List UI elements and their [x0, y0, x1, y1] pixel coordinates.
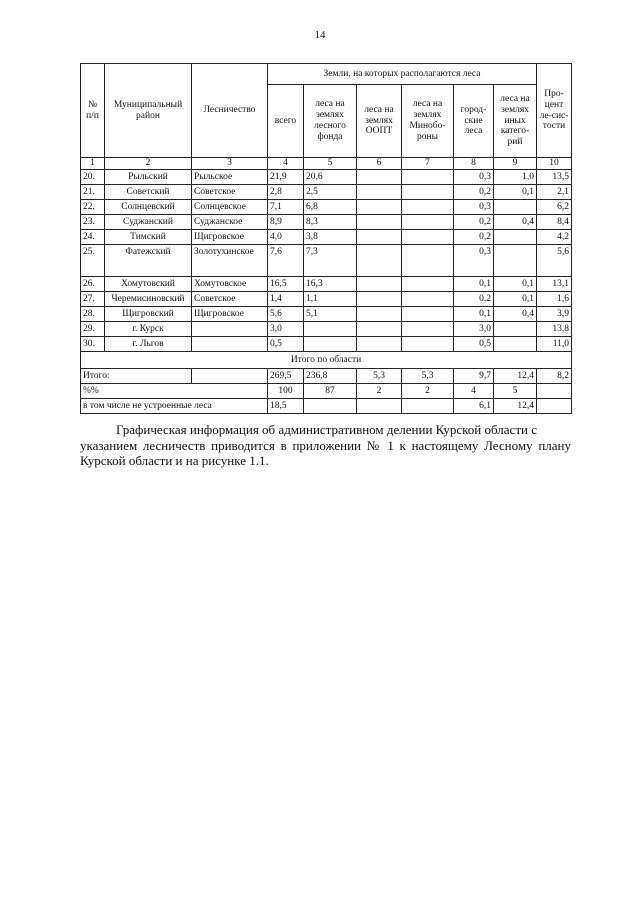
cell-forest-fund: 16,3	[304, 277, 357, 292]
cell-district: Тимский	[105, 230, 192, 245]
cell-oopt	[357, 399, 402, 414]
cell-num: 26.	[81, 277, 105, 292]
total-label: Итого:	[81, 369, 192, 384]
cell-forestry	[192, 369, 268, 384]
cell-forestry: Щигровское	[192, 307, 268, 322]
cell-percent	[537, 399, 572, 414]
cell-other: 0,1	[494, 277, 537, 292]
cell-district: Солнцевский	[105, 200, 192, 215]
cell-forest-fund: 7,3	[304, 245, 357, 277]
cell-other: 5	[494, 384, 537, 399]
cell-forest-fund: 2,5	[304, 185, 357, 200]
cell-oopt: 5,3	[357, 369, 402, 384]
cell-forest-fund: 5,1	[304, 307, 357, 322]
cell-total: 269,5	[268, 369, 304, 384]
cell-other	[494, 322, 537, 337]
cell-oopt	[357, 292, 402, 307]
cell-defense	[402, 245, 454, 277]
col-number: 5	[304, 158, 357, 170]
cell-forest-fund: 8,3	[304, 215, 357, 230]
cell-oopt	[357, 337, 402, 352]
cell-other: 0,4	[494, 215, 537, 230]
cell-num: 22.	[81, 200, 105, 215]
cell-percent: 5,6	[537, 245, 572, 277]
cell-defense	[402, 200, 454, 215]
header-total: всего	[268, 85, 304, 158]
cell-total: 8,9	[268, 215, 304, 230]
cell-percent: 3,9	[537, 307, 572, 322]
cell-other	[494, 230, 537, 245]
col-number: 3	[192, 158, 268, 170]
unmanaged-forests-row	[81, 399, 572, 414]
cell-num: 24.	[81, 230, 105, 245]
cell-forestry: Солнцевское	[192, 200, 268, 215]
header-forestry: Лесничество	[192, 64, 268, 158]
cell-percent: 13,5	[537, 170, 572, 185]
cell-defense	[402, 307, 454, 322]
cell-urban: 4	[454, 384, 494, 399]
cell-forest-fund	[304, 322, 357, 337]
table-row	[81, 245, 572, 277]
cell-forestry	[192, 322, 268, 337]
header-urban: город-ские леса	[454, 85, 494, 158]
cell-percent: 2,1	[537, 185, 572, 200]
cell-other: 0,1	[494, 185, 537, 200]
cell-forestry	[192, 337, 268, 352]
cell-forest-fund: 20,6	[304, 170, 357, 185]
col-number: 8	[454, 158, 494, 170]
cell-forest-fund	[304, 337, 357, 352]
cell-urban: 6,1	[454, 399, 494, 414]
cell-defense	[402, 277, 454, 292]
percent-row	[81, 384, 572, 399]
cell-forestry: Рыльское	[192, 170, 268, 185]
cell-district: г. Льгов	[105, 337, 192, 352]
cell-defense	[402, 170, 454, 185]
cell-urban: 3,0	[454, 322, 494, 337]
cell-forest-fund: 236,8	[304, 369, 357, 384]
cell-district: Рыльский	[105, 170, 192, 185]
cell-forest-fund	[304, 399, 357, 414]
cell-total: 7,6	[268, 245, 304, 277]
cell-district: Черемисиновский	[105, 292, 192, 307]
cell-num: 27.	[81, 292, 105, 307]
table-row	[81, 292, 572, 307]
cell-oopt	[357, 307, 402, 322]
cell-oopt	[357, 322, 402, 337]
region-total-heading: Итого по области	[81, 352, 572, 369]
cell-other: 12,4	[494, 399, 537, 414]
cell-total: 0,5	[268, 337, 304, 352]
cell-total: 7,1	[268, 200, 304, 215]
cell-percent: 13,8	[537, 322, 572, 337]
col-number: 6	[357, 158, 402, 170]
cell-forestry: Советское	[192, 292, 268, 307]
paragraph-first-line: Графическая информация об административном делении Курской области с	[116, 422, 537, 437]
cell-urban: 0,3	[454, 245, 494, 277]
cell-total: 18,5	[268, 399, 304, 414]
cell-percent: 1,6	[537, 292, 572, 307]
region-total-heading-row	[81, 352, 572, 369]
cell-total: 4,0	[268, 230, 304, 245]
header-defense: леса на землях Минобо-роны	[402, 85, 454, 158]
table-row	[81, 170, 572, 185]
cell-forest-fund: 6,8	[304, 200, 357, 215]
cell-defense: 5,3	[402, 369, 454, 384]
table-row	[81, 230, 572, 245]
cell-percent: 8,2	[537, 369, 572, 384]
cell-urban: 0,5	[454, 337, 494, 352]
cell-total: 21,9	[268, 170, 304, 185]
table-row	[81, 215, 572, 230]
cell-defense	[402, 337, 454, 352]
col-number: 10	[537, 158, 572, 170]
cell-percent: 4,2	[537, 230, 572, 245]
table-row	[81, 322, 572, 337]
table-row	[81, 200, 572, 215]
cell-urban: 0,3	[454, 170, 494, 185]
cell-defense	[402, 399, 454, 414]
page-number: 14	[314, 29, 326, 41]
cell-defense	[402, 292, 454, 307]
cell-oopt	[357, 215, 402, 230]
cell-num: 20.	[81, 170, 105, 185]
cell-total: 5,6	[268, 307, 304, 322]
cell-oopt	[357, 245, 402, 277]
cell-urban: 9,7	[454, 369, 494, 384]
cell-forest-fund: 87	[304, 384, 357, 399]
cell-oopt	[357, 185, 402, 200]
forest-lands-table	[80, 63, 572, 414]
cell-forest-fund: 1,1	[304, 292, 357, 307]
header-num: № п/п	[81, 64, 105, 158]
header-percent: Про-цент ле-сис-тости	[537, 64, 572, 158]
cell-forestry: Золотухинское	[192, 245, 268, 277]
cell-forestry: Суджанское	[192, 215, 268, 230]
table-row	[81, 337, 572, 352]
cell-num: 21.	[81, 185, 105, 200]
cell-urban: 0,2	[454, 185, 494, 200]
body-paragraph	[80, 422, 571, 469]
cell-percent: 13,1	[537, 277, 572, 292]
header-other: леса на землях иных катего-рий	[494, 85, 537, 158]
header-forest-fund: леса на землях лесного фонда	[304, 85, 357, 158]
cell-district: Щигровский	[105, 307, 192, 322]
col-number: 9	[494, 158, 537, 170]
cell-forest-fund: 3,8	[304, 230, 357, 245]
unmanaged-label: в том числе не устроенные леса	[81, 399, 268, 414]
header-lands-group: Земли, на которых располагаются леса	[268, 64, 537, 85]
cell-defense	[402, 185, 454, 200]
cell-district: Фатежский	[105, 245, 192, 277]
cell-defense	[402, 215, 454, 230]
cell-forestry: Советское	[192, 185, 268, 200]
header-oopt: леса на землях ООПТ	[357, 85, 402, 158]
cell-urban: 0,1	[454, 277, 494, 292]
cell-num: 30.	[81, 337, 105, 352]
table-row	[81, 185, 572, 200]
cell-defense: 2	[402, 384, 454, 399]
cell-urban: 0,2	[454, 230, 494, 245]
cell-other: 0,1	[494, 292, 537, 307]
cell-num: 28.	[81, 307, 105, 322]
column-numbers-row	[81, 158, 572, 170]
cell-total: 16,5	[268, 277, 304, 292]
col-number: 1	[81, 158, 105, 170]
cell-oopt	[357, 277, 402, 292]
cell-percent: 8,4	[537, 215, 572, 230]
cell-percent: 11,0	[537, 337, 572, 352]
cell-other: 0,4	[494, 307, 537, 322]
cell-district: Советский	[105, 185, 192, 200]
cell-total: 3,0	[268, 322, 304, 337]
cell-percent	[537, 384, 572, 399]
cell-urban: 0,1	[454, 307, 494, 322]
cell-percent: 6,2	[537, 200, 572, 215]
cell-total: 1,4	[268, 292, 304, 307]
table-row	[81, 307, 572, 322]
cell-other	[494, 200, 537, 215]
cell-num: 25.	[81, 245, 105, 277]
cell-oopt	[357, 170, 402, 185]
col-number: 4	[268, 158, 304, 170]
cell-urban: 0,2	[454, 292, 494, 307]
cell-other: 1,0	[494, 170, 537, 185]
cell-district: Хомутовский	[105, 277, 192, 292]
table-row	[81, 277, 572, 292]
total-row	[81, 369, 572, 384]
cell-district: Суджанский	[105, 215, 192, 230]
cell-other	[494, 337, 537, 352]
cell-defense	[402, 230, 454, 245]
percent-label: %%	[81, 384, 268, 399]
cell-defense	[402, 322, 454, 337]
paragraph-rest: указанием лесничеств приводится в приложении № 1 к настоящему Лесному плану Курской области и на рисунке 1.1.	[80, 437, 571, 468]
cell-other	[494, 245, 537, 277]
cell-urban: 0,3	[454, 200, 494, 215]
col-number: 2	[105, 158, 192, 170]
cell-oopt	[357, 230, 402, 245]
cell-forestry: Щигровское	[192, 230, 268, 245]
header-district: Муниципальный район	[105, 64, 192, 158]
cell-district: г. Курск	[105, 322, 192, 337]
cell-urban: 0,2	[454, 215, 494, 230]
cell-num: 23.	[81, 215, 105, 230]
cell-forestry: Хомутовское	[192, 277, 268, 292]
cell-oopt	[357, 200, 402, 215]
cell-total: 100	[268, 384, 304, 399]
cell-num: 29.	[81, 322, 105, 337]
col-number: 7	[402, 158, 454, 170]
cell-oopt: 2	[357, 384, 402, 399]
cell-total: 2,8	[268, 185, 304, 200]
cell-other: 12,4	[494, 369, 537, 384]
